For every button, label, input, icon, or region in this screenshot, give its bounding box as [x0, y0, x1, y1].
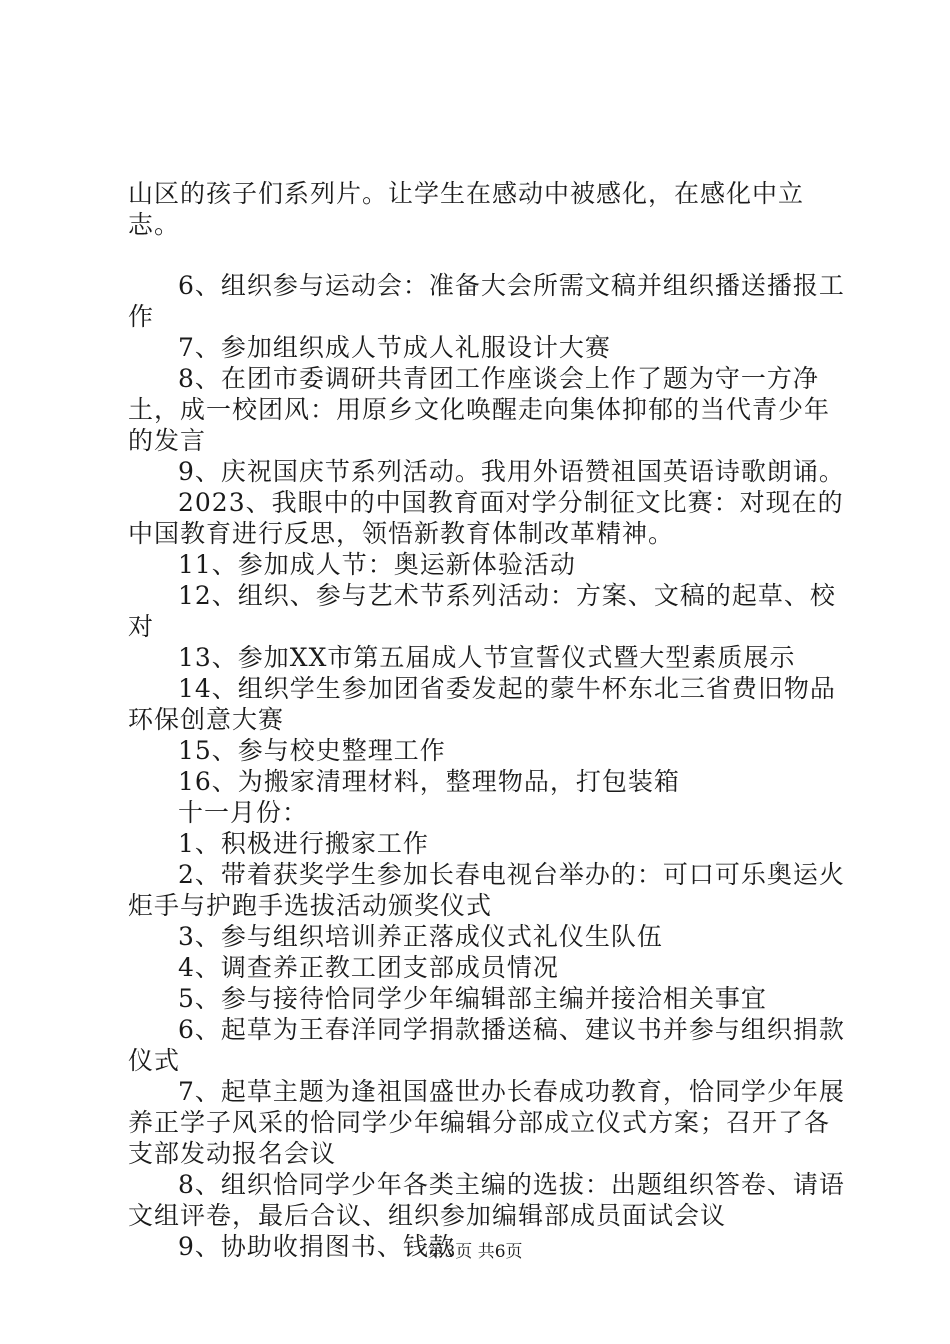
item-13-oath-ceremony: 13、参加XX市第五届成人节宣誓仪式暨大型素质展示: [178, 643, 796, 672]
nov-item-6: 6、起草为王春洋同学捐款播送稿、建议书并参与组织捐款仪式: [128, 1015, 845, 1075]
item-11-olympic-activity: 11、参加成人节：奥运新体验活动: [178, 550, 576, 579]
nov-item-3: 3、参与组织培训养正落成仪式礼仪生队伍: [178, 922, 663, 951]
nov-item-9: 9、协助收捐图书、钱款: [178, 1232, 455, 1261]
section-heading-november: 十一月份：: [178, 798, 309, 827]
nov-item-2: 2、带着获奖学生参加长春电视台举办的：可口可乐奥运火炬手与护跑手选拔活动颁奖仪式: [128, 860, 845, 920]
opening-line: 山区的孩子们系列片。让学生在感动中被感化，在感化中立志。: [128, 179, 805, 239]
paragraph-gap: [128, 240, 850, 270]
nov-item-1: 1、积极进行搬家工作: [178, 829, 429, 858]
item-7-adult-dress-contest: 7、参加组织成人节成人礼服设计大赛: [178, 333, 611, 362]
item-9-national-day: 9、庆祝国庆节系列活动。我用外语赞祖国英语诗歌朗诵。: [178, 457, 845, 486]
item-15-school-history: 15、参与校史整理工作: [178, 736, 446, 765]
item-14-eco-contest: 14、组织学生参加团省委发起的蒙牛杯东北三省费旧物品环保创意大赛: [128, 674, 836, 734]
nov-item-8: 8、组织恰同学少年各类主编的选拔：出题组织答卷、请语文组评卷，最后合议、组织参加编辑部成员面试会议: [128, 1170, 845, 1230]
nov-item-5: 5、参与接待恰同学少年编辑部主编并接洽相关事宜: [178, 984, 767, 1013]
nov-item-7: 7、起草主题为逢祖国盛世办长春成功教育，恰同学少年展养正学子风采的恰同学少年编辑分部成立仪式方案；召开了各支部发动报名会议: [128, 1077, 845, 1168]
item-2023-essay-contest: 2023、我眼中的中国教育面对学分制征文比赛：对现在的中国教育进行反思，领悟新教育体制改革精神。: [128, 488, 844, 548]
item-16-moving-prep: 16、为搬家清理材料，整理物品，打包装箱: [178, 767, 680, 796]
item-8-seminar-speech: 8、在团市委调研共青团工作座谈会上作了题为守一方净土，成一校团风：用原乡文化唤醒走向集体抑郁的当代青少年的发言: [128, 364, 831, 455]
nov-item-4: 4、调查养正教工团支部成员情况: [178, 953, 559, 982]
item-12-art-festival: 12、组织、参与艺术节系列活动：方案、文稿的起草、校对: [128, 581, 836, 641]
page-footer: 第3页 共6页: [427, 1242, 523, 1262]
item-6-sports-meet: 6、组织参与运动会：准备大会所需文稿并组织播送播报工作: [128, 271, 845, 331]
document-body: [128, 178, 850, 1262]
